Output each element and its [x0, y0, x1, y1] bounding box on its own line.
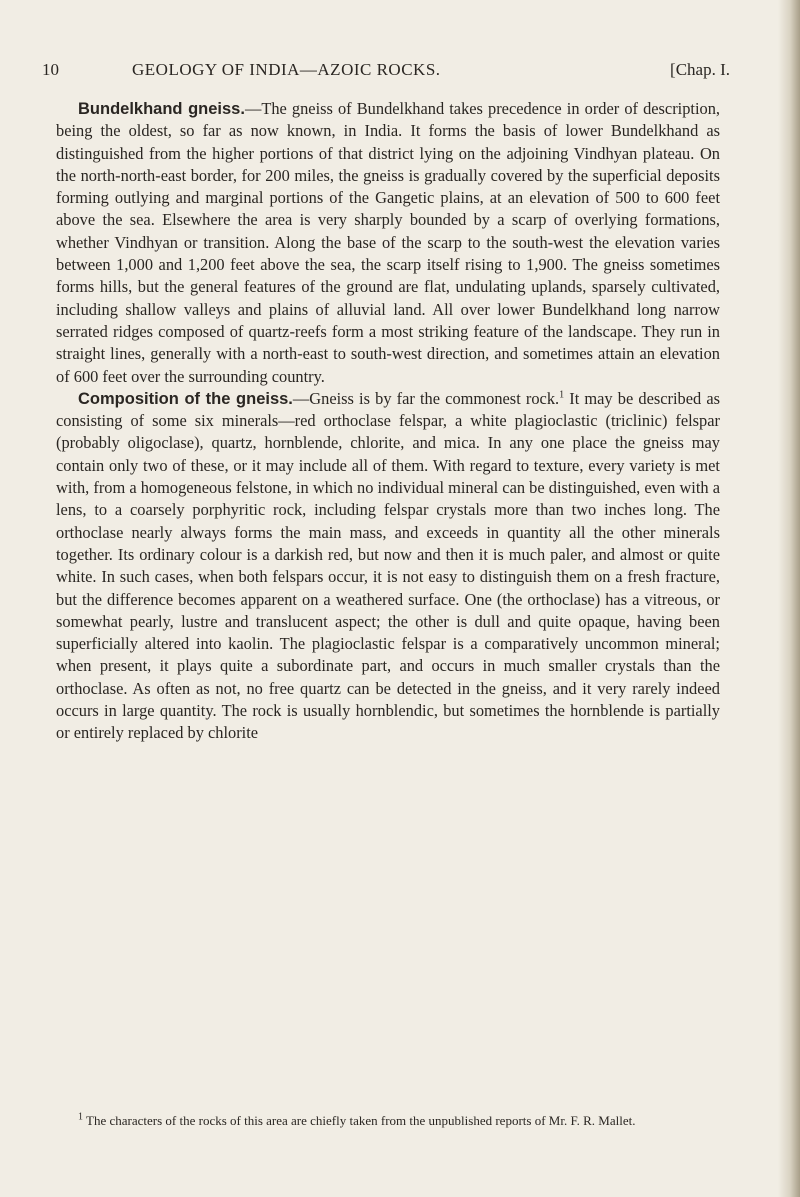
- paragraph-bundelkhand-gneiss: [56, 98, 720, 388]
- paragraph-text: It may be described as consisting of some six minerals—red orthoclase felspar, a white plagioclastic (triclinic) felspar (probably oligoclase), quartz, hornblende, chlorite, and mica. In any one place the gneiss may contain only two of these, or it may include all of them. With regard to texture, every variety is met with, from a homogeneous felstone, in which no individual mineral can be distinguished, even with a lens, to a coarsely porphyritic rock, including felspar crystals more than two inches long. The orthoclase nearly always forms the main mass, and exceeds in quantity all the other minerals together. Its ordinary colour is a darkish red, but now and then it is much paler, and almost or quite white. In such cases, when both felspars occur, it is not easy to distinguish them on a fresh fracture, but the difference becomes apparent on a weathered surface. One (the orthoclase) has a vitreous, or somewhat pearly, lustre and translucent aspect; the other is dull and quite opaque, having been superficially altered into kaolin. The plagioclastic felspar is a comparatively uncommon mineral; when present, it plays quite a subordinate part, and occurs in much smaller crystals than the orthoclase. As often as not, no free quartz can be detected in the gneiss, and it very rarely indeed occurs in large quantity. The rock is usually hornblendic, but sometimes the hornblende is partially or entirely replaced by chlorite: [56, 388, 720, 743]
- page-edge-shadow: [778, 0, 800, 1197]
- page-header: [42, 60, 730, 84]
- paragraph-composition-of-gneiss: [56, 388, 720, 745]
- section-heading-bundelkhand-gneiss: Bundelkhand gneiss.: [78, 100, 245, 118]
- body-text: [56, 98, 720, 745]
- paragraph-text: —Gneiss is by far the commonest rock.: [292, 388, 560, 408]
- footnote-reference[interactable]: 1: [559, 389, 565, 401]
- page-number: 10: [42, 60, 59, 79]
- chapter-mark: [Chap. I.: [670, 60, 730, 79]
- running-head: GEOLOGY OF INDIA—AZOIC ROCKS.: [132, 60, 441, 79]
- footnote: [56, 1112, 720, 1130]
- paragraph-text: —The gneiss of Bundelkhand takes precedence in order of description, being the oldest, so far as now known, in India. It forms the basis of lower Bundelkhand as distinguished from the higher portions of that district lying on the adjoining Vindhyan plateau. On the north-north-east border, for 200 miles, the gneiss is gradually covered by the superficial deposits forming outlying and marginal portions of the Gangetic plains, at an elevation of 500 to 600 feet above the sea. Elsewhere the area is very sharply bounded by a scarp of overlying formations, whether Vindhyan or transition. Along the base of the scarp to the south-west the elevation varies between 1,000 and 1,200 feet above the sea, the scarp itself rising to 1,900. The gneiss sometimes forms hills, but the general features of the ground are flat, undulating uplands, sparsely cultivated, including shallow valleys and plains of alluvial land. All over lower Bundelkhand long narrow serrated ridges composed of quartz-reefs form a most striking feature of the landscape. They run in straight lines, generally with a north-east to south-west direction, and sometimes attain an elevation of 600 feet over the surrounding country.: [56, 99, 720, 386]
- footnote-marker: 1: [78, 1111, 83, 1123]
- footnote-text: The characters of the rocks of this area are chiefly taken from the unpublished reports of Mr. F. R. Mallet.: [83, 1113, 636, 1128]
- section-heading-composition: Composition of the gneiss.: [78, 389, 293, 408]
